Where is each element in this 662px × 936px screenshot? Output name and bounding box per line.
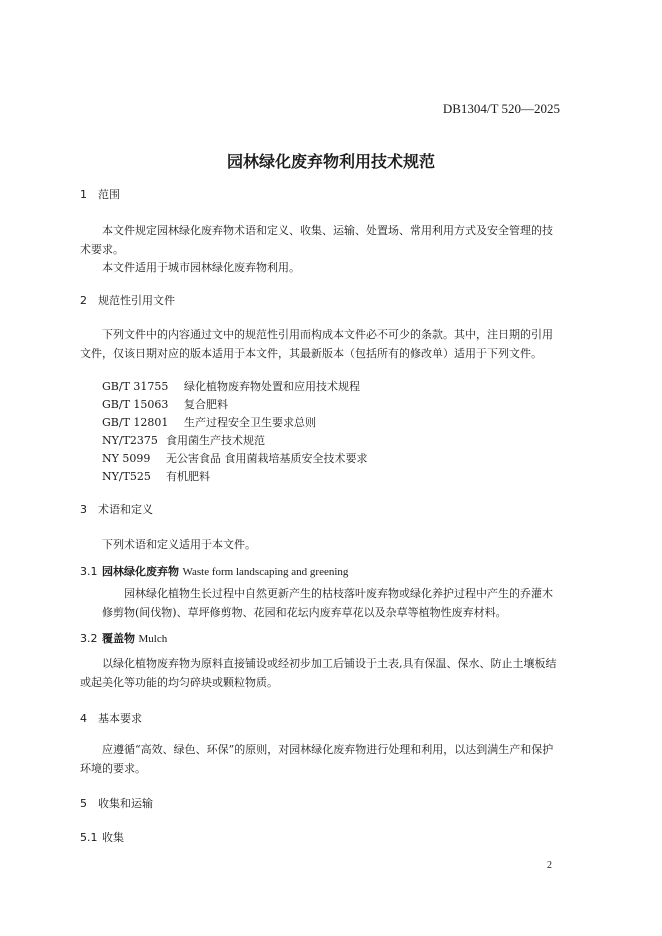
reference-item — [102, 432, 265, 448]
section-4-heading — [80, 710, 142, 726]
section-3-intro: 下列术语和定义适用于本文件。 — [102, 538, 256, 551]
section-2-heading — [80, 292, 175, 308]
section-4-title: 基本要求 — [98, 712, 142, 725]
section-4-paragraph: 应遵循“高效、绿色、环保”的原则，对园林绿化废弃物进行处理和利用，以达到满生产和保护环境的要求。 — [80, 743, 554, 775]
term-3-2-number: 3.2 — [80, 632, 98, 645]
reference-item — [102, 450, 368, 466]
reference-item — [102, 414, 316, 430]
document-title: 园林绿化废弃物利用技术规范 — [226, 152, 435, 171]
term-3-2-english: Mulch — [138, 633, 168, 645]
section-2-intro: 下列文件中的内容通过文中的规范性引用而构成本文件必不可少的条款。其中，注日期的引用文件，仅该日期对应的版本适用于本文件，其最新版本（包括所有的修改单）适用于下列文件。 — [80, 328, 553, 360]
term-3-1-number: 3.1 — [80, 565, 98, 578]
term-3-2-term: 覆盖物 — [102, 632, 135, 645]
section-4-number: 4 — [80, 712, 87, 725]
reference-code: NY/T525 — [102, 470, 151, 483]
reference-code: GB/T 31755 — [102, 380, 169, 393]
section-5-number: 5 — [80, 797, 87, 810]
reference-item — [102, 378, 360, 394]
reference-title: 复合肥料 — [184, 398, 228, 411]
reference-title: 食用菌生产技术规范 — [166, 434, 265, 447]
subsection-5-1-heading — [80, 829, 124, 845]
reference-title: 生产过程安全卫生要求总则 — [184, 416, 316, 429]
reference-code: NY 5099 — [102, 452, 151, 465]
section-3-number: 3 — [80, 503, 87, 516]
subsection-5-1-title: 收集 — [102, 831, 124, 844]
reference-code: GB/T 15063 — [102, 398, 169, 411]
section-5-heading — [80, 795, 153, 811]
reference-title: 无公害食品 食用菌栽培基质安全技术要求 — [166, 452, 368, 465]
page-number: 2 — [547, 860, 552, 871]
reference-item — [102, 396, 228, 412]
term-3-2-definition: 以绿化植物废弃物为原料直接铺设或经初步加工后铺设于土表,具有保温、保水、防止土壤板结或起美化等功能的均匀碎块或颗粒物质。 — [80, 657, 557, 689]
term-3-1-term: 园林绿化废弃物 — [102, 565, 179, 578]
section-2-number: 2 — [80, 294, 87, 307]
section-1-number: 1 — [80, 188, 87, 201]
subsection-5-1-number: 5.1 — [80, 831, 98, 844]
section-3-heading — [80, 501, 153, 517]
section-1-paragraph-2: 本文件适用于城市园林绿化废弃物利用。 — [102, 261, 300, 274]
section-1-heading — [80, 186, 120, 202]
section-1-paragraph-1: 本文件规定园林绿化废弃物术语和定义、收集、运输、处置场、常用利用方式及安全管理的技术要求。 — [80, 224, 553, 256]
reference-title: 有机肥料 — [166, 470, 210, 483]
term-3-2-heading — [80, 630, 167, 646]
section-1-title: 范围 — [98, 188, 120, 201]
section-5-title: 收集和运输 — [98, 797, 153, 810]
reference-item — [102, 468, 210, 484]
term-3-1-heading — [80, 563, 348, 579]
term-3-1-english: Waste form landscaping and greening — [182, 566, 349, 578]
term-3-1-definition: 园林绿化植物生长过程中自然更新产生的枯枝落叶废弃物或绿化养护过程中产生的乔灌木修剪物(间伐物)、草坪修剪物、花园和花坛内废弃草花以及杂草等植物性废弃材料。 — [102, 587, 553, 619]
section-2-title: 规范性引用文件 — [98, 294, 175, 307]
reference-code: NY/T2375 — [102, 434, 158, 447]
section-3-title: 术语和定义 — [98, 503, 153, 516]
reference-title: 绿化植物废弃物处置和应用技术规程 — [184, 380, 360, 393]
reference-code: GB/T 12801 — [102, 416, 169, 429]
document-number: DB1304/T 520—2025 — [442, 101, 560, 116]
